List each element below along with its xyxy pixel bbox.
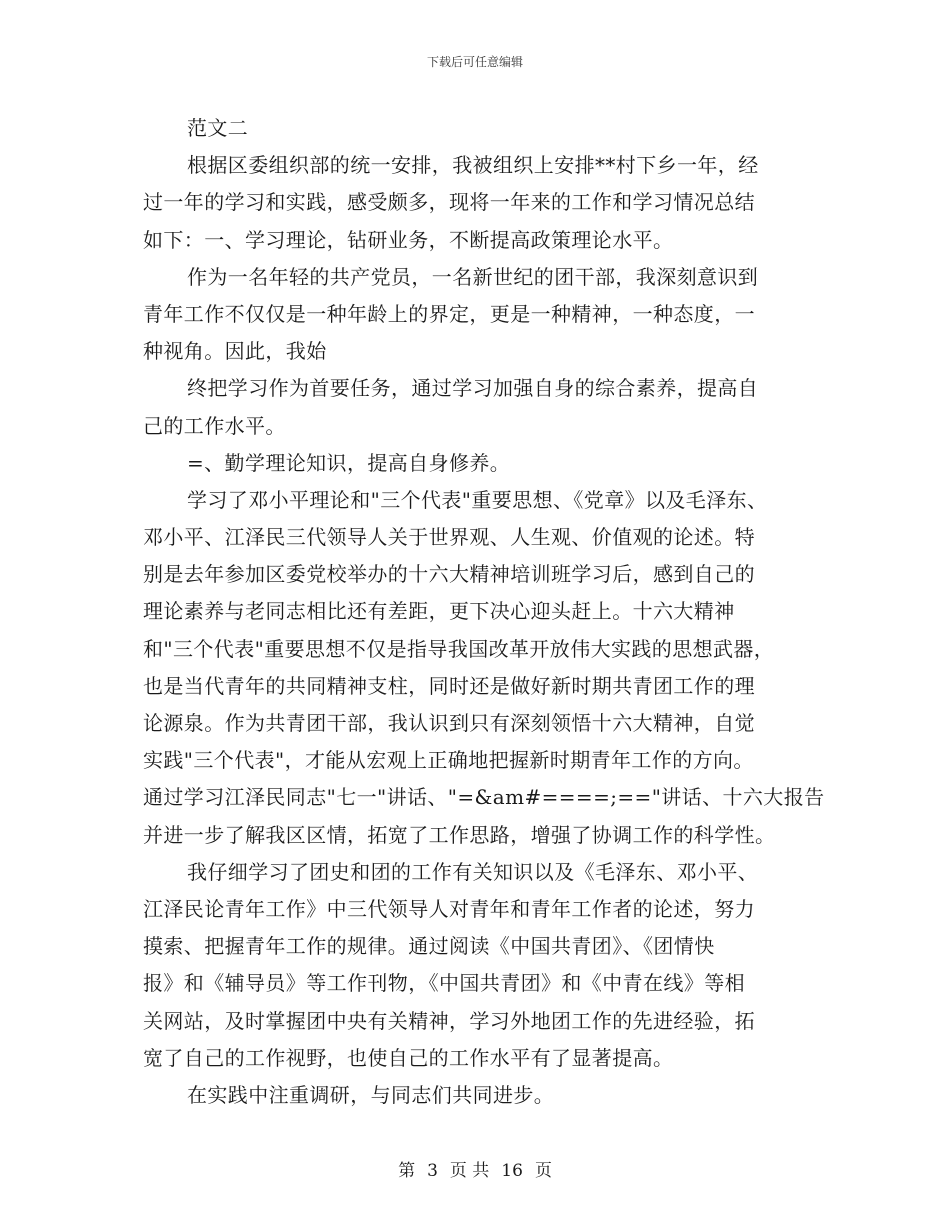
page-total: 16: [501, 1161, 523, 1181]
paragraph-line: 也是当代青年的共同精神支柱，同时还是做好新时期共青团工作的理: [143, 673, 755, 698]
paragraph-line: 报》和《辅导员》等工作刊物，《中国共青团》和《中青在线》等相: [143, 971, 745, 996]
paragraph-line: 作为一名年轻的共产党员，一名新世纪的团干部，我深刻意识到: [187, 264, 759, 289]
paragraph-line: 江泽民论青年工作》中三代领导人对青年和青年工作者的论述，努力: [143, 896, 755, 921]
paragraph-line: 实践"三个代表"，才能从宏观上正确地把握新时期青年工作的方向。: [143, 748, 754, 773]
document-body: [143, 110, 825, 1114]
paragraph-line: 在实践中注重调研，与同志们共同进步。: [187, 1082, 555, 1107]
paragraph-line: 理论素养与老同志相比还有差距，更下决心迎头赶上。十六大精神: [143, 599, 735, 624]
paragraph-line: 己的工作水平。: [143, 413, 286, 438]
page-number-prefix: 第: [398, 1161, 416, 1181]
paragraph-line: 通过学习江泽民同志"七一"讲话、"=&am#====;=="讲话、十六大报告: [143, 785, 825, 810]
paragraph-line: 摸索、把握青年工作的规律。通过阅读《中国共青团》、《团情快: [143, 934, 715, 959]
paragraph-line: 青年工作不仅仅是一种年龄上的界定，更是一种精神，一种态度，一: [143, 301, 755, 326]
paragraph-line: 如下：一、学习理论，钻研业务，不断提高政策理论水平。: [143, 227, 674, 252]
paragraph-line: 学习了邓小平理论和"三个代表"重要思想、《党章》以及毛泽东、: [187, 487, 768, 512]
page-number-suffix: 页: [534, 1161, 552, 1181]
page-header: 下载后可任意编辑: [426, 55, 523, 69]
paragraph-line: 并进一步了解我区区情，拓宽了工作思路，增强了协调工作的科学性。: [143, 822, 776, 847]
paragraph-line: 终把学习作为首要任务，通过学习加强自身的综合素养，提高自: [187, 376, 759, 401]
page-footer: [0, 1156, 950, 1181]
paragraph-line: 和"三个代表"重要思想不仅是指导我国改革开放伟大实践的思想武器，: [143, 636, 775, 661]
paragraph-line: =、勤学理论知识，提高自身修养。: [187, 450, 511, 475]
paragraph-line: 我仔细学习了团史和团的工作有关知识以及《毛泽东、邓小平、: [187, 859, 759, 884]
paragraph-line: 邓小平、江泽民三代领导人关于世界观、人生观、价值观的论述。特: [143, 525, 755, 550]
page-number-middle: 页 共: [449, 1161, 490, 1181]
paragraph-line: 别是去年参加区委党校举办的十六大精神培训班学习后，感到自己的: [143, 562, 755, 587]
paragraph-line: 范文二: [187, 116, 249, 140]
paragraph-line: 种视角。因此，我始: [143, 339, 327, 364]
page-number: 3: [427, 1161, 438, 1181]
paragraph-line: 论源泉。作为共青团干部，我认识到只有深刻领悟十六大精神，自觉: [143, 711, 755, 735]
paragraph-line: 根据区委组织部的统一安排，我被组织上安排**村下乡一年，经: [187, 153, 759, 178]
paragraph-line: 关网站，及时掌握团中央有关精神，学习外地团工作的先进经验，拓: [143, 1008, 755, 1033]
paragraph-line: 宽了自己的工作视野，也使自己的工作水平有了显著提高。: [143, 1045, 674, 1070]
paragraph-line: 过一年的学习和实践，感受颇多，现将一年来的工作和学习情况总结: [143, 190, 755, 215]
